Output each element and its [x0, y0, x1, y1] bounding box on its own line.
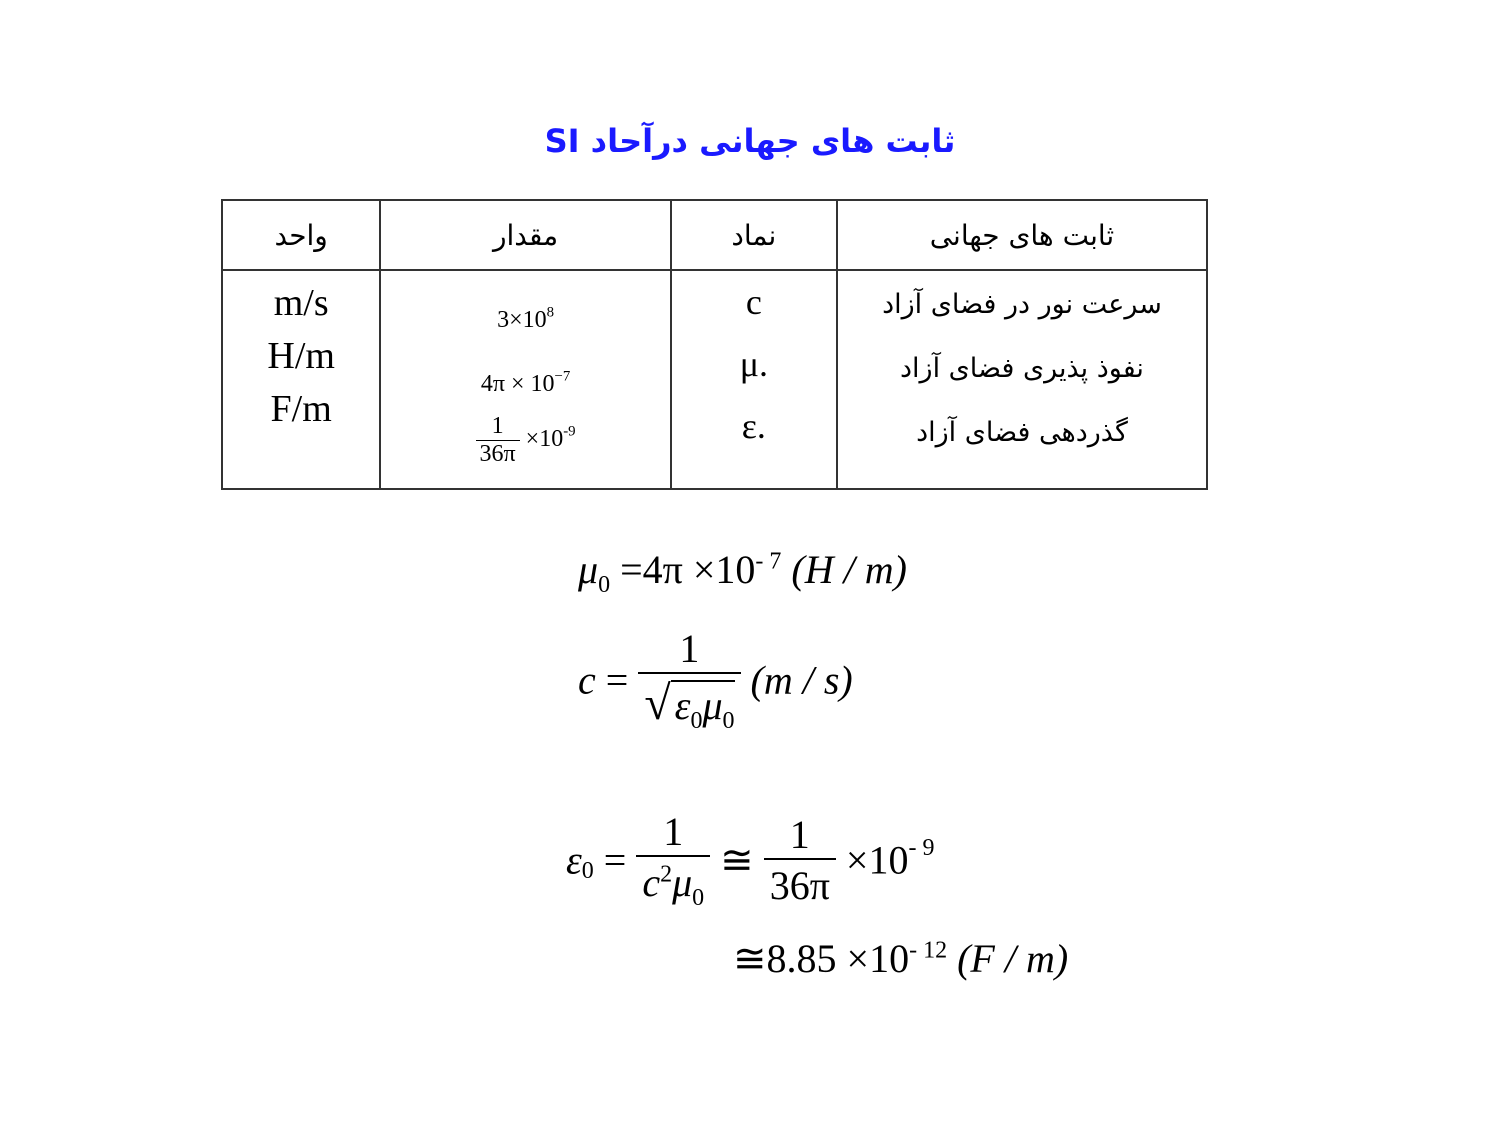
symbol-permeability: μ. — [739, 344, 769, 384]
name-permittivity: گذردهی فضای آزاد — [916, 417, 1128, 448]
value-permeability: $4\pi \times 10^{-7}$ — [480, 368, 571, 397]
value-fraction: $\frac{1}{36\pi}$ — [476, 413, 520, 468]
table-body-row — [222, 270, 1207, 489]
names-cell — [837, 270, 1207, 489]
units-cell — [222, 270, 380, 489]
symbol-speed-of-light: c — [745, 282, 762, 322]
name-speed-of-light: سرعت نور در فضای آزاد — [882, 289, 1162, 320]
header-unit: واحد — [222, 200, 380, 270]
symbol-permittivity: ε. — [741, 406, 766, 446]
value-speed-of-light: $3\times 10^8$ — [497, 304, 555, 333]
equation-permeability: $\mu_0 =4\pi \times 10^{- 7}$ (H / m) — [578, 547, 907, 598]
equation-permittivity: $\varepsilon_0$ = $\frac{1}{c^2\mu_0}$ ≅ $\frac{1}{36\pi}$ $\times 10^{- 9}$ — [566, 809, 935, 911]
header-value: مقدار — [380, 200, 670, 270]
equation-speed-of-light: c = $\frac{1}{√ \varepsilon_0\mu_0}$ (m / s) — [578, 626, 853, 734]
constants-table — [221, 199, 1208, 490]
name-permeability: نفوذ پذیری فضای آزاد — [900, 353, 1144, 384]
page-title: ثابت های جهانی درآحاد SI — [544, 122, 956, 160]
unit-speed-of-light: m/s — [273, 282, 329, 324]
header-symbol: نماد — [671, 200, 837, 270]
values-cell — [380, 270, 670, 489]
header-constant-name: ثابت های جهانی — [837, 200, 1207, 270]
symbols-cell — [671, 270, 837, 489]
permittivity-fraction-2: $\frac{1}{36\pi}$ — [764, 811, 836, 909]
equation-permittivity-value: ≅8.85 $\times 10^{- 12}$ (F / m) — [733, 936, 1069, 981]
unit-permeability: H/m — [267, 335, 335, 377]
speed-fraction: $\frac{1}{√ \varepsilon_0\mu_0}$ — [638, 625, 740, 735]
permittivity-fraction-1: $\frac{1}{c^2\mu_0}$ — [636, 808, 710, 912]
value-permittivity: $\frac{1}{36\pi}$ $\times 10^{-9}$ — [381, 413, 669, 468]
unit-permittivity: F/m — [270, 388, 332, 430]
table-header-row — [222, 200, 1207, 270]
